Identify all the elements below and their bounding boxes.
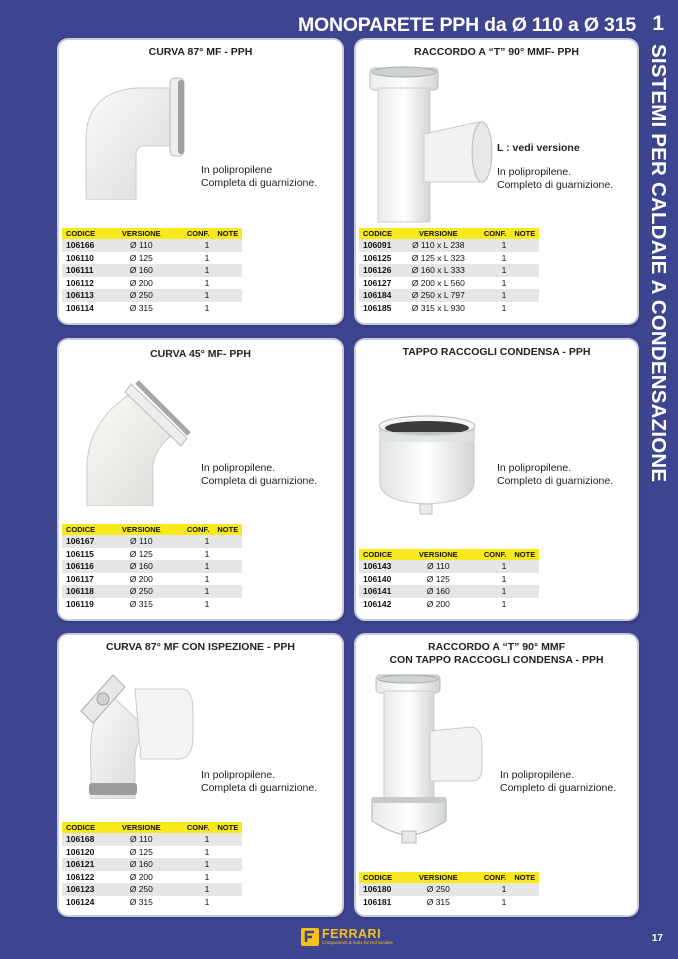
table-row: 106168 Ø 110 1 [62,833,242,846]
card-description: In polipropilene. Completo di guarnizione. [497,166,614,191]
logo-text: FERRARI [322,927,382,941]
page-number: 17 [651,933,663,944]
table-row: 106184 Ø 250 x L 797 1 [359,289,539,302]
table-row: 106118 Ø 250 1 [62,585,242,598]
product-card-raccordo-t-tappo [356,635,637,915]
inspection-elbow-image [69,659,199,799]
product-table: CODICE VERSIONE CONF. NOTE 106167 Ø 110 1 106115 Ø 125 1 106116 Ø 160 1 106117 Ø 200 1 106118 Ø 250 1 106119 Ø 315 1 [62,524,242,610]
condensate-cap-image [372,410,482,520]
card-title: CURVA 87° MF CON ISPEZIONE - PPH [106,641,295,653]
page-title: MONOPARETE PPH da Ø 110 a Ø 315 [297,14,636,36]
table-row: 106127 Ø 200 x L 560 1 [359,277,539,290]
card-title-line2: CON TAPPO RACCOGLI CONDENSA - PPH [389,654,604,666]
product-table: CODICE VERSIONE CONF. NOTE 106166 Ø 110 1 106110 Ø 125 1 106111 Ø 160 1 106112 Ø 200 1 106113 Ø 250 1 106114 Ø 315 1 [62,228,242,314]
card-description: In polipropilene Completa di guarnizione. [201,164,318,189]
table-row: 106115 Ø 125 1 [62,548,242,561]
table-row: 106126 Ø 160 x L 333 1 [359,264,539,277]
tee-cap-image [364,671,494,846]
tee-fitting-image [366,64,496,224]
table-row: 106122 Ø 200 1 [62,871,242,884]
logo-mark-icon [300,927,320,947]
table-row: 106180 Ø 250 1 [359,883,539,896]
chapter-number: 1 [652,12,664,35]
elbow-87-image [74,70,194,200]
elbow-45-image [83,376,203,506]
table-row: 106140 Ø 125 1 [359,573,539,586]
product-table: CODICE VERSIONE CONF. NOTE 106168 Ø 110 1 106120 Ø 125 1 106121 Ø 160 1 106122 Ø 200 1 106123 Ø 250 1 106124 Ø 315 1 [62,822,242,908]
card-title: CURVA 45° MF- PPH [150,348,251,360]
card-extra-note: L : vedi versione [497,142,580,154]
table-row: 106125 Ø 125 x L 323 1 [359,252,539,265]
table-row: 106110 Ø 125 1 [62,252,242,265]
card-description: In polipropilene. Completa di guarnizione. [201,769,318,794]
product-table: CODICE VERSIONE CONF. NOTE 106143 Ø 110 1 106140 Ø 125 1 106141 Ø 160 1 106142 Ø 200 1 [359,549,539,610]
table-row: 106112 Ø 200 1 [62,277,242,290]
table-row: 106167 Ø 110 1 [62,535,242,548]
table-row: 106124 Ø 315 1 [62,896,242,909]
table-row: 106111 Ø 160 1 [62,264,242,277]
ferrari-logo [300,926,393,948]
logo-subtitle: Components & tools for technicians [322,940,393,945]
side-title-text: SISTEMI PER CALDAIE A CONDENSAZIONE [647,44,670,483]
table-row: 106142 Ø 200 1 [359,598,539,611]
table-row: 106091 Ø 110 x L 238 1 [359,239,539,252]
table-row: 106141 Ø 160 1 [359,585,539,598]
table-row: 106181 Ø 315 1 [359,896,539,909]
table-row: 106113 Ø 250 1 [62,289,242,302]
card-description: In polipropilene. Completo di guarnizione. [500,769,617,794]
card-title: TAPPO RACCOGLI CONDENSA - PPH [402,346,591,358]
table-row: 106114 Ø 315 1 [62,302,242,315]
page-header [0,10,678,44]
product-table: CODICE VERSIONE CONF. NOTE 106180 Ø 250 1 106181 Ø 315 1 [359,872,539,908]
table-row: 106123 Ø 250 1 [62,883,242,896]
product-card-curva-45 [59,340,342,619]
table-row: 106143 Ø 110 1 [359,560,539,573]
table-row: 106120 Ø 125 1 [62,846,242,859]
card-title: RACCORDO A “T” 90° MMF [427,641,565,653]
table-row: 106121 Ø 160 1 [62,858,242,871]
product-card-curva-ispezione [59,635,342,915]
table-row: 106185 Ø 315 x L 930 1 [359,302,539,315]
card-title: CURVA 87° MF - PPH [148,46,253,58]
table-row: 106116 Ø 160 1 [62,560,242,573]
card-title: RACCORDO A “T” 90° MMF- PPH [413,46,579,58]
product-table: CODICE VERSIONE CONF. NOTE 106091 Ø 110 x L 238 1 106125 Ø 125 x L 323 1 106126 Ø 160 x L 333 1 106127 Ø 200 x L 560 1 106184 Ø 250 x L 797 1 106185 Ø 315 x L 930 1 [359,228,539,314]
side-title [641,44,675,554]
table-row: 106166 Ø 110 1 [62,239,242,252]
table-row: 106119 Ø 315 1 [62,598,242,611]
product-card-raccordo-t [356,40,637,323]
card-description: In polipropilene. Completa di guarnizione. [201,462,318,487]
card-description: In polipropilene. Completo di guarnizione. [497,462,614,487]
table-row: 106117 Ø 200 1 [62,573,242,586]
product-card-tappo [356,340,637,619]
product-card-curva-87 [59,40,342,323]
